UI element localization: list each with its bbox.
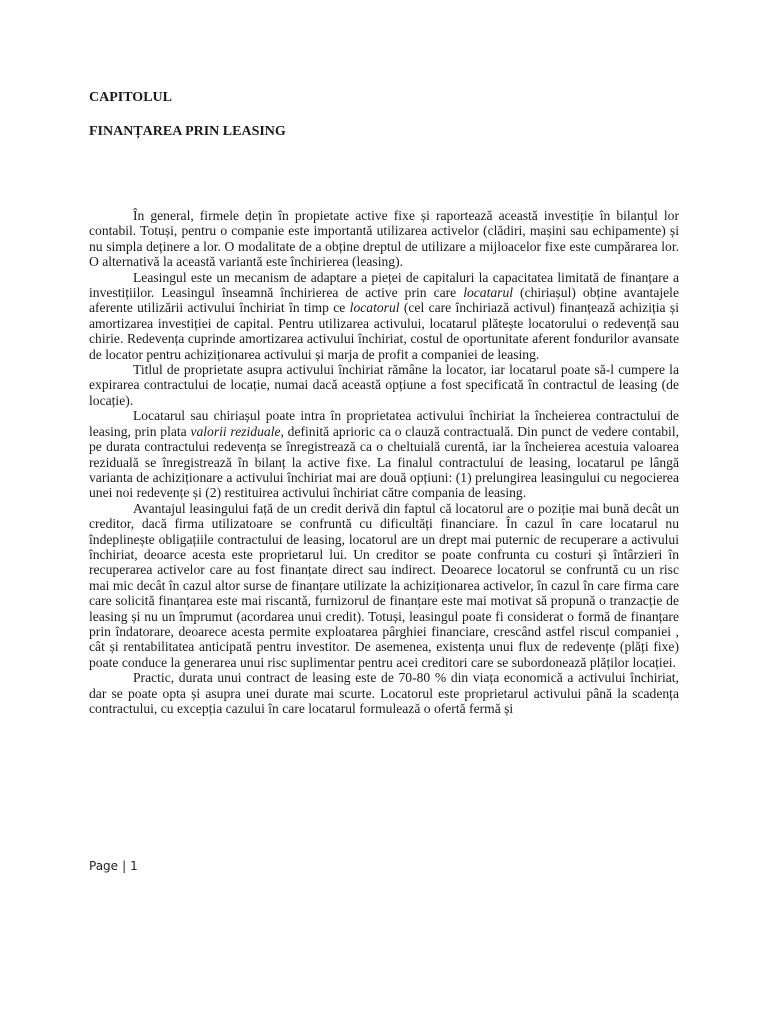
page-number: 1 [130, 859, 138, 873]
paragraph [89, 270, 679, 362]
italic-term: locatarul [463, 285, 514, 301]
body-text [89, 208, 679, 716]
text-run: Practic, durata unui contract de leasing este de 70-80 % din viața economică a activului închiriat, dar se poate opta și asupra unei durate mai scurte. Locatorul este proprietarul activului până la scadența contractului, cu excepția cazului în care locatarul formulează o ofertă fermă și [89, 670, 679, 716]
paragraph [89, 208, 679, 270]
paragraph [89, 670, 679, 716]
text-run: Locatarul sau chiriașul poate intra în proprietatea activului închiriat la încheierea contractului de leasing, prin plata [89, 408, 679, 439]
text-run: În general, firmele dețin în propietate active fixe și raportează această investiție în bilanțul lor contabil. Totuși, pentru o companie este importantă utilizarea activelor (clădiri, mașini sau echipamente) și nu simpla deținere a lor. O modalitate de a obține dreptul de utilizare a mijloacelor fixe este cumpărarea lor. O alternativă la această variantă este închirierea (leasing). [89, 208, 679, 270]
italic-term: valorii reziduale [190, 423, 281, 439]
text-run: Avantajul leasingului față de un credit derivă din faptul că locatorul are o poziție mai bună decât un creditor, dacă firma utilizatoare se confruntă cu dificultăți financiare. În cazul în care locatarul nu îndeplinește obligațiile contractului de leasing, locatorul are un drept mai puternic de recuperare a activului închiriat, deoarce acesta este proprietarul lui. Un creditor se poate confrunta cu costuri și întârzieri în recuperarea activelor care au fost finanțate direct sau indirect. Deoarece locatorul se confruntă cu un risc mai mic decât în cazul altor surse de finanțare utilizate la achiziționarea activelor, în cazul în care firma care care solicită finanțarea este mai riscantă, furnizorul de finanțare este mai motivat să propună o tranzacție de leasing și nu un împrumut (acordarea unui credit). Totuși, leasingul poate fi considerat o formă de finanțare prin îndatorare, deoarece acesta permite exploatarea pârghiei financiare, crescând astfel riscul companiei , cât și rentabilitatea anticipată pentru investitor. De asemenea, existența unui flux de redevențe (plăți fixe) poate conduce la generarea unui risc suplimentar pentru acei creditori care se subordonează plăților locației. [89, 500, 679, 670]
text-run: , definită aprioric ca o clauză contractuală. Din punct de vedere contabil, pe durata contractului redevența se înregistrează ca o cheltuială curentă, iar la încheierea acestuia valoarea reziduală se înregistrează în bilanț la active fixe. La finalul contractului de leasing, locatarul pe lângă varianta de achiziționare a activului închiriat mai are două opțiuni: (1) prelungirea leasingului cu negocierea unei noi redevențe și (2) restituirea activului închiriat către compania de leasing. [89, 423, 679, 501]
page-label: Page [89, 859, 119, 873]
page-footer [89, 858, 138, 874]
paragraph [89, 501, 679, 670]
paragraph [89, 362, 679, 408]
page-separator: | [122, 859, 127, 873]
chapter-heading: CAPITOLUL [89, 90, 172, 105]
italic-term: locatorul [349, 300, 400, 316]
paragraph [89, 408, 679, 500]
text-run: Titlul de proprietate asupra activului închiriat rămâne la locator, iar locatarul poate să-l cumpere la expirarea contractului de locație, numai dacă această opțiune a fost specificată în contractul de leasing (de locație). [89, 362, 679, 408]
chapter-title: FINANȚAREA PRIN LEASING [89, 124, 286, 139]
text-run: (chiriașul) obține avantajele aferente utilizării activului închiriat în timp ce [89, 285, 679, 316]
text-run: Leasingul este un mecanism de adaptare a pieței de capitaluri la capacitatea limitată de finanțare a investițiilor. Leasingul înseamnă închirierea de active prin care [89, 269, 679, 301]
text-run: (cel care închiriază activul) finanțează achiziția și amortizarea investiției de capital. Pentru utilizarea activului, locatarul plătește locatorului o redevență sau chirie. Redevența cuprinde amortizarea activului închiriat, costul de oportunitate aferent fondurilor avansate de locator pentru achiziționarea activului și marja de profit a companiei de leasing. [89, 300, 679, 362]
